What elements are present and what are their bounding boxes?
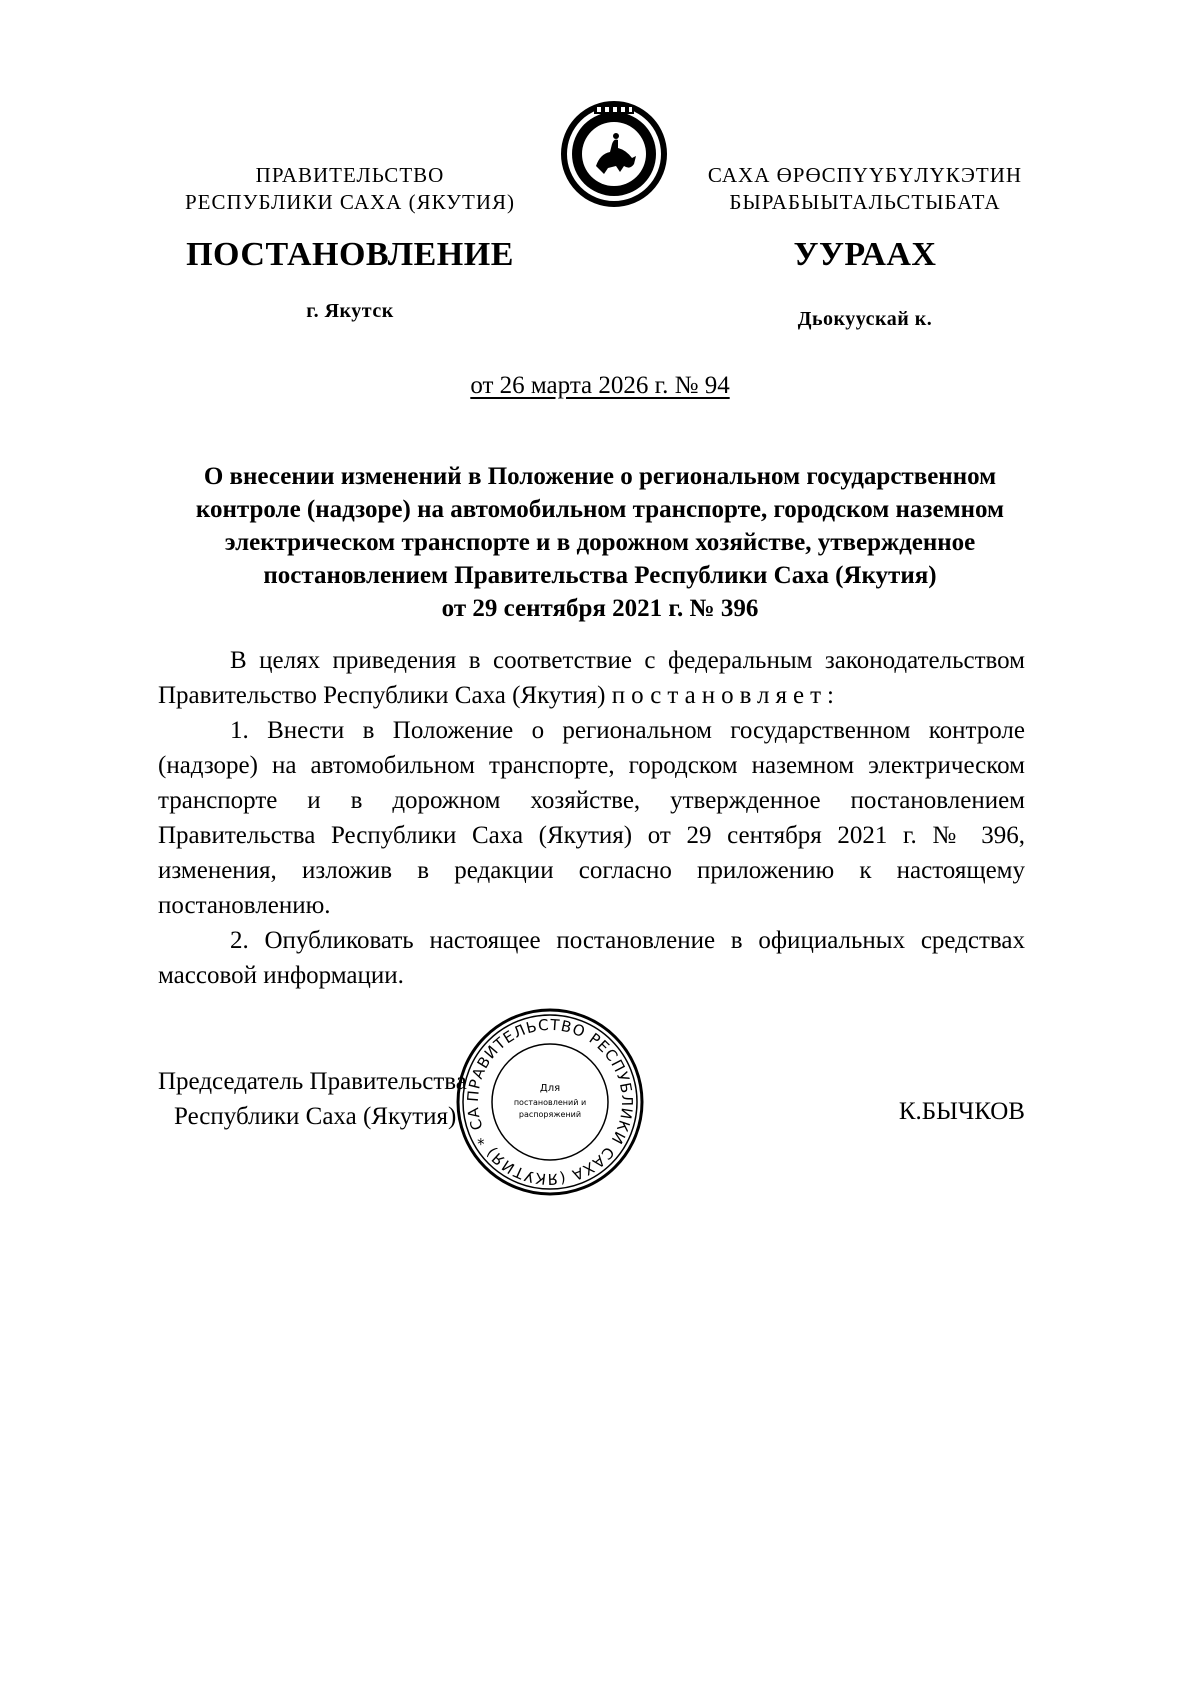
- title-line: О внесении изменений в Положение о региональном государственном: [203, 463, 997, 490]
- title-line: от 29 сентября 2021 г. № 396: [441, 595, 759, 622]
- title-line: контроле (надзоре) на автомобильном транспорте, городском наземном: [195, 496, 1005, 523]
- position-line2: Республики Саха (Якутия): [174, 1103, 457, 1130]
- left-doc-type: ПОСТАНОВЛЕНИЕ: [186, 236, 514, 273]
- left-org-name: [150, 162, 550, 216]
- intro-text: В целях приведения в соответствие с федеральным законодательством Правительство Республики Саха (Якутия): [158, 647, 1025, 709]
- seal-outer-text: ПРАВИТЕЛЬСТВО РЕСПУБЛИКИ САХА (ЯКУТИЯ) * СА: [463, 1015, 637, 1189]
- left-org-line1: ПРАВИТЕЛЬСТВО: [255, 163, 445, 187]
- right-org-line2: БЫРАБЫЫТАЛЬСТЫБАТА: [729, 190, 1001, 214]
- left-org-line2: РЕСПУБЛИКИ САХА (ЯКУТИЯ): [184, 190, 516, 214]
- title-line: постановлением Правительства Республики Саха (Якутия): [263, 562, 937, 589]
- official-seal: [455, 1007, 645, 1197]
- left-city: г. Якутск: [306, 300, 394, 322]
- coat-of-arms-emblem: [560, 100, 668, 208]
- right-org-line1: САХА ӨРӨСПҮҮБҮЛҮКЭТИН: [707, 163, 1023, 187]
- body-intro: [158, 643, 1025, 713]
- intro-verb: постановляет:: [611, 682, 840, 709]
- right-org-name: [665, 162, 1065, 216]
- seal-center-line2: постановлений и: [513, 1098, 587, 1107]
- body-item-1: 1. Внести в Положение о региональном государственном контроле (надзоре) на автомобильном транспорте, городском наземном электрическом транспорте и в дорожном хозяйстве, утвержденное постановлением Правительства Республики Саха (Якутия) от 29 сентября 2021 г. № 396, изменения, изложив в редакции согласно приложению к настоящему постановлению.: [158, 717, 1025, 919]
- signatory-name: К.БЫЧКОВ: [898, 1098, 1025, 1125]
- seal-center-line1: Для: [539, 1083, 561, 1094]
- seal-center-line3: распоряжений: [518, 1110, 582, 1119]
- document-body: [158, 643, 1025, 993]
- body-item-2: 2. Опубликовать настоящее постановление в официальных средствах массовой информации.: [158, 927, 1025, 989]
- title-line: электрическом транспорте и в дорожном хозяйстве, утвержденное: [224, 529, 976, 556]
- right-doc-type: УУРААХ: [793, 236, 937, 273]
- date-line: от 26 марта 2026 г. № 94: [470, 372, 730, 399]
- position-line1: Председатель Правительства: [158, 1068, 467, 1095]
- right-city: Дьокуускай к.: [797, 308, 933, 330]
- document-title: [130, 460, 1070, 625]
